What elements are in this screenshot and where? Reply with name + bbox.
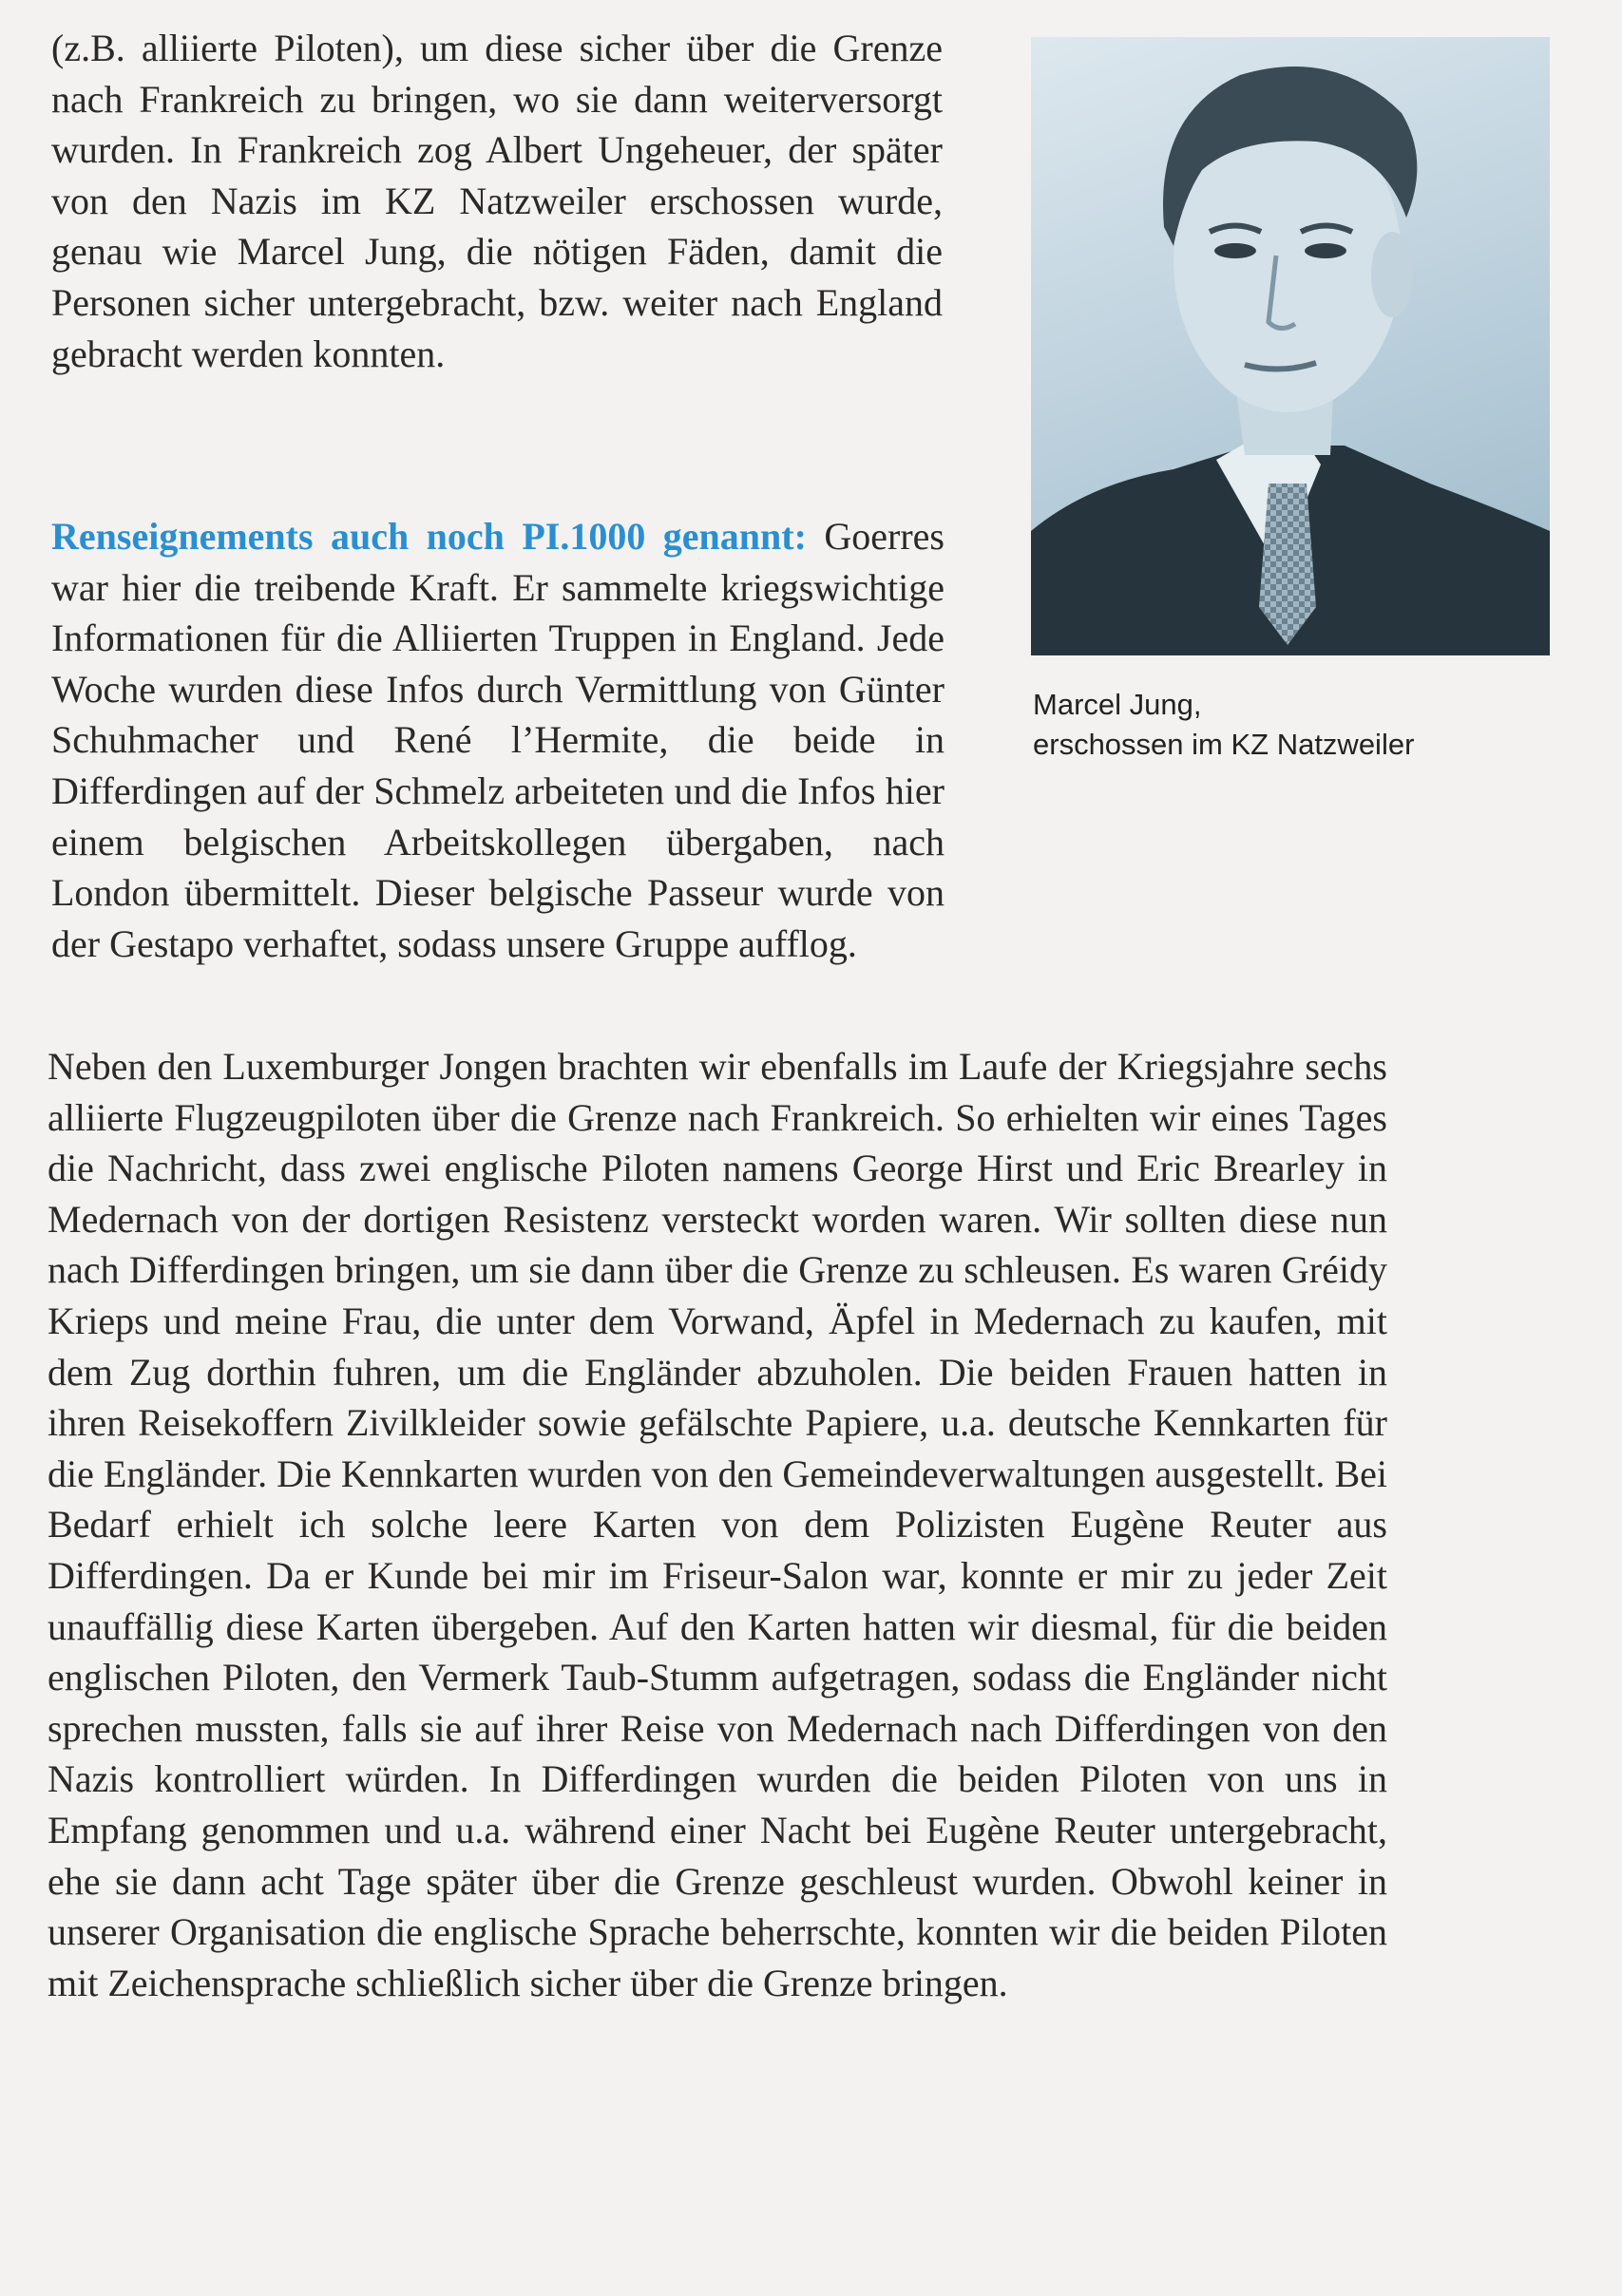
photo-caption bbox=[1033, 685, 1527, 765]
caption-name: Marcel Jung, bbox=[1033, 688, 1202, 721]
paragraph-3: Neben den Luxemburger Jongen brachten wir ebenfalls im Laufe der Kriegsjahre sechs alliierte Flugzeugpiloten über die Grenze nach Frankreich. So erhielten wir eines Tages die Nachricht, dass zwei englische Piloten namens George Hirst und Eric Brearley in Medernach von der dortigen Resistenz versteckt worden waren. Wir sollten diese nun nach Differdingen bringen, um sie dann über die Grenze zu schleusen. Es waren Gréidy Krieps und meine Frau, die unter dem Vorwand, Äpfel in Medernach zu kaufen, mit dem Zug dorthin fuhren, um die Engländer abzuholen. Die beiden Frauen hatten in ihren Reisekoffern Zivilkleider sowie gefälschte Papiere, u.a. deutsche Kennkarten für die Engländer. Die Kennkarten wurden von den Gemeindeverwaltungen ausgestellt. Bei Bedarf erhielt ich solche leere Karten von dem Polizisten Eugène Reuter aus Differdingen. Da er Kunde bei mir im Friseur-Salon war, konnte er mir zu jeder Zeit unauffällig diese Karten übergeben. Auf den Karten hatten wir diesmal, für die beiden englischen Piloten, den Vermerk Taub-Stumm aufgetragen, sodass die Engländer nicht sprechen mussten, falls sie auf ihrer Reise von Medernach nach Differdingen von den Nazis kontrolliert würden. In Differdingen wurden die beiden Piloten von uns in Empfang genommen und u.a. während einer Nacht bei Eugène Reuter untergebracht, ehe sie dann acht Tage später über die Grenze geschleust wurden. Obwohl keiner in unserer Organisation die englische Sprache beherrschte, konnten wir die beiden Piloten mit Zeichensprache schließlich sicher über die Grenze bringen. bbox=[48, 1045, 1387, 2004]
paragraph-2-text: Goerres war hier die treibende Kraft. Er sammelte kriegswichtige Informationen für die Alliierten Truppen in England. Jede Woche wurden diese Infos durch Vermittlung von Günter Schuhmacher und René l’Hermite, die beide in Differdingen auf der Schmelz arbeiteten und die Infos hier einem belgischen Arbeitskollegen übergaben, nach London übermittelt. Dieser belgische Passeur wurde von der Gestapo verhaftet, sodass unsere Gruppe aufflog. bbox=[51, 515, 945, 965]
portrait-photo bbox=[1031, 37, 1550, 655]
paragraph-1: (z.B. alliierte Piloten), um diese sicher über die Grenze nach Frankreich zu bringen, wo sie dann weiterversorgt wurden. In Frankreich zog Albert Ungeheuer, der später von den Nazis im KZ Natzweiler erschossen wurde, genau wie Marcel Jung, die nötigen Fäden, damit die Personen sicher untergebracht, bzw. weiter nach England gebracht werden konnten. bbox=[51, 27, 943, 375]
portrait-illustration bbox=[1031, 37, 1550, 655]
caption-description: erschossen im KZ Natzweiler bbox=[1033, 728, 1415, 761]
section-heading: Renseignements auch noch PI.1000 genannt: bbox=[51, 515, 807, 558]
